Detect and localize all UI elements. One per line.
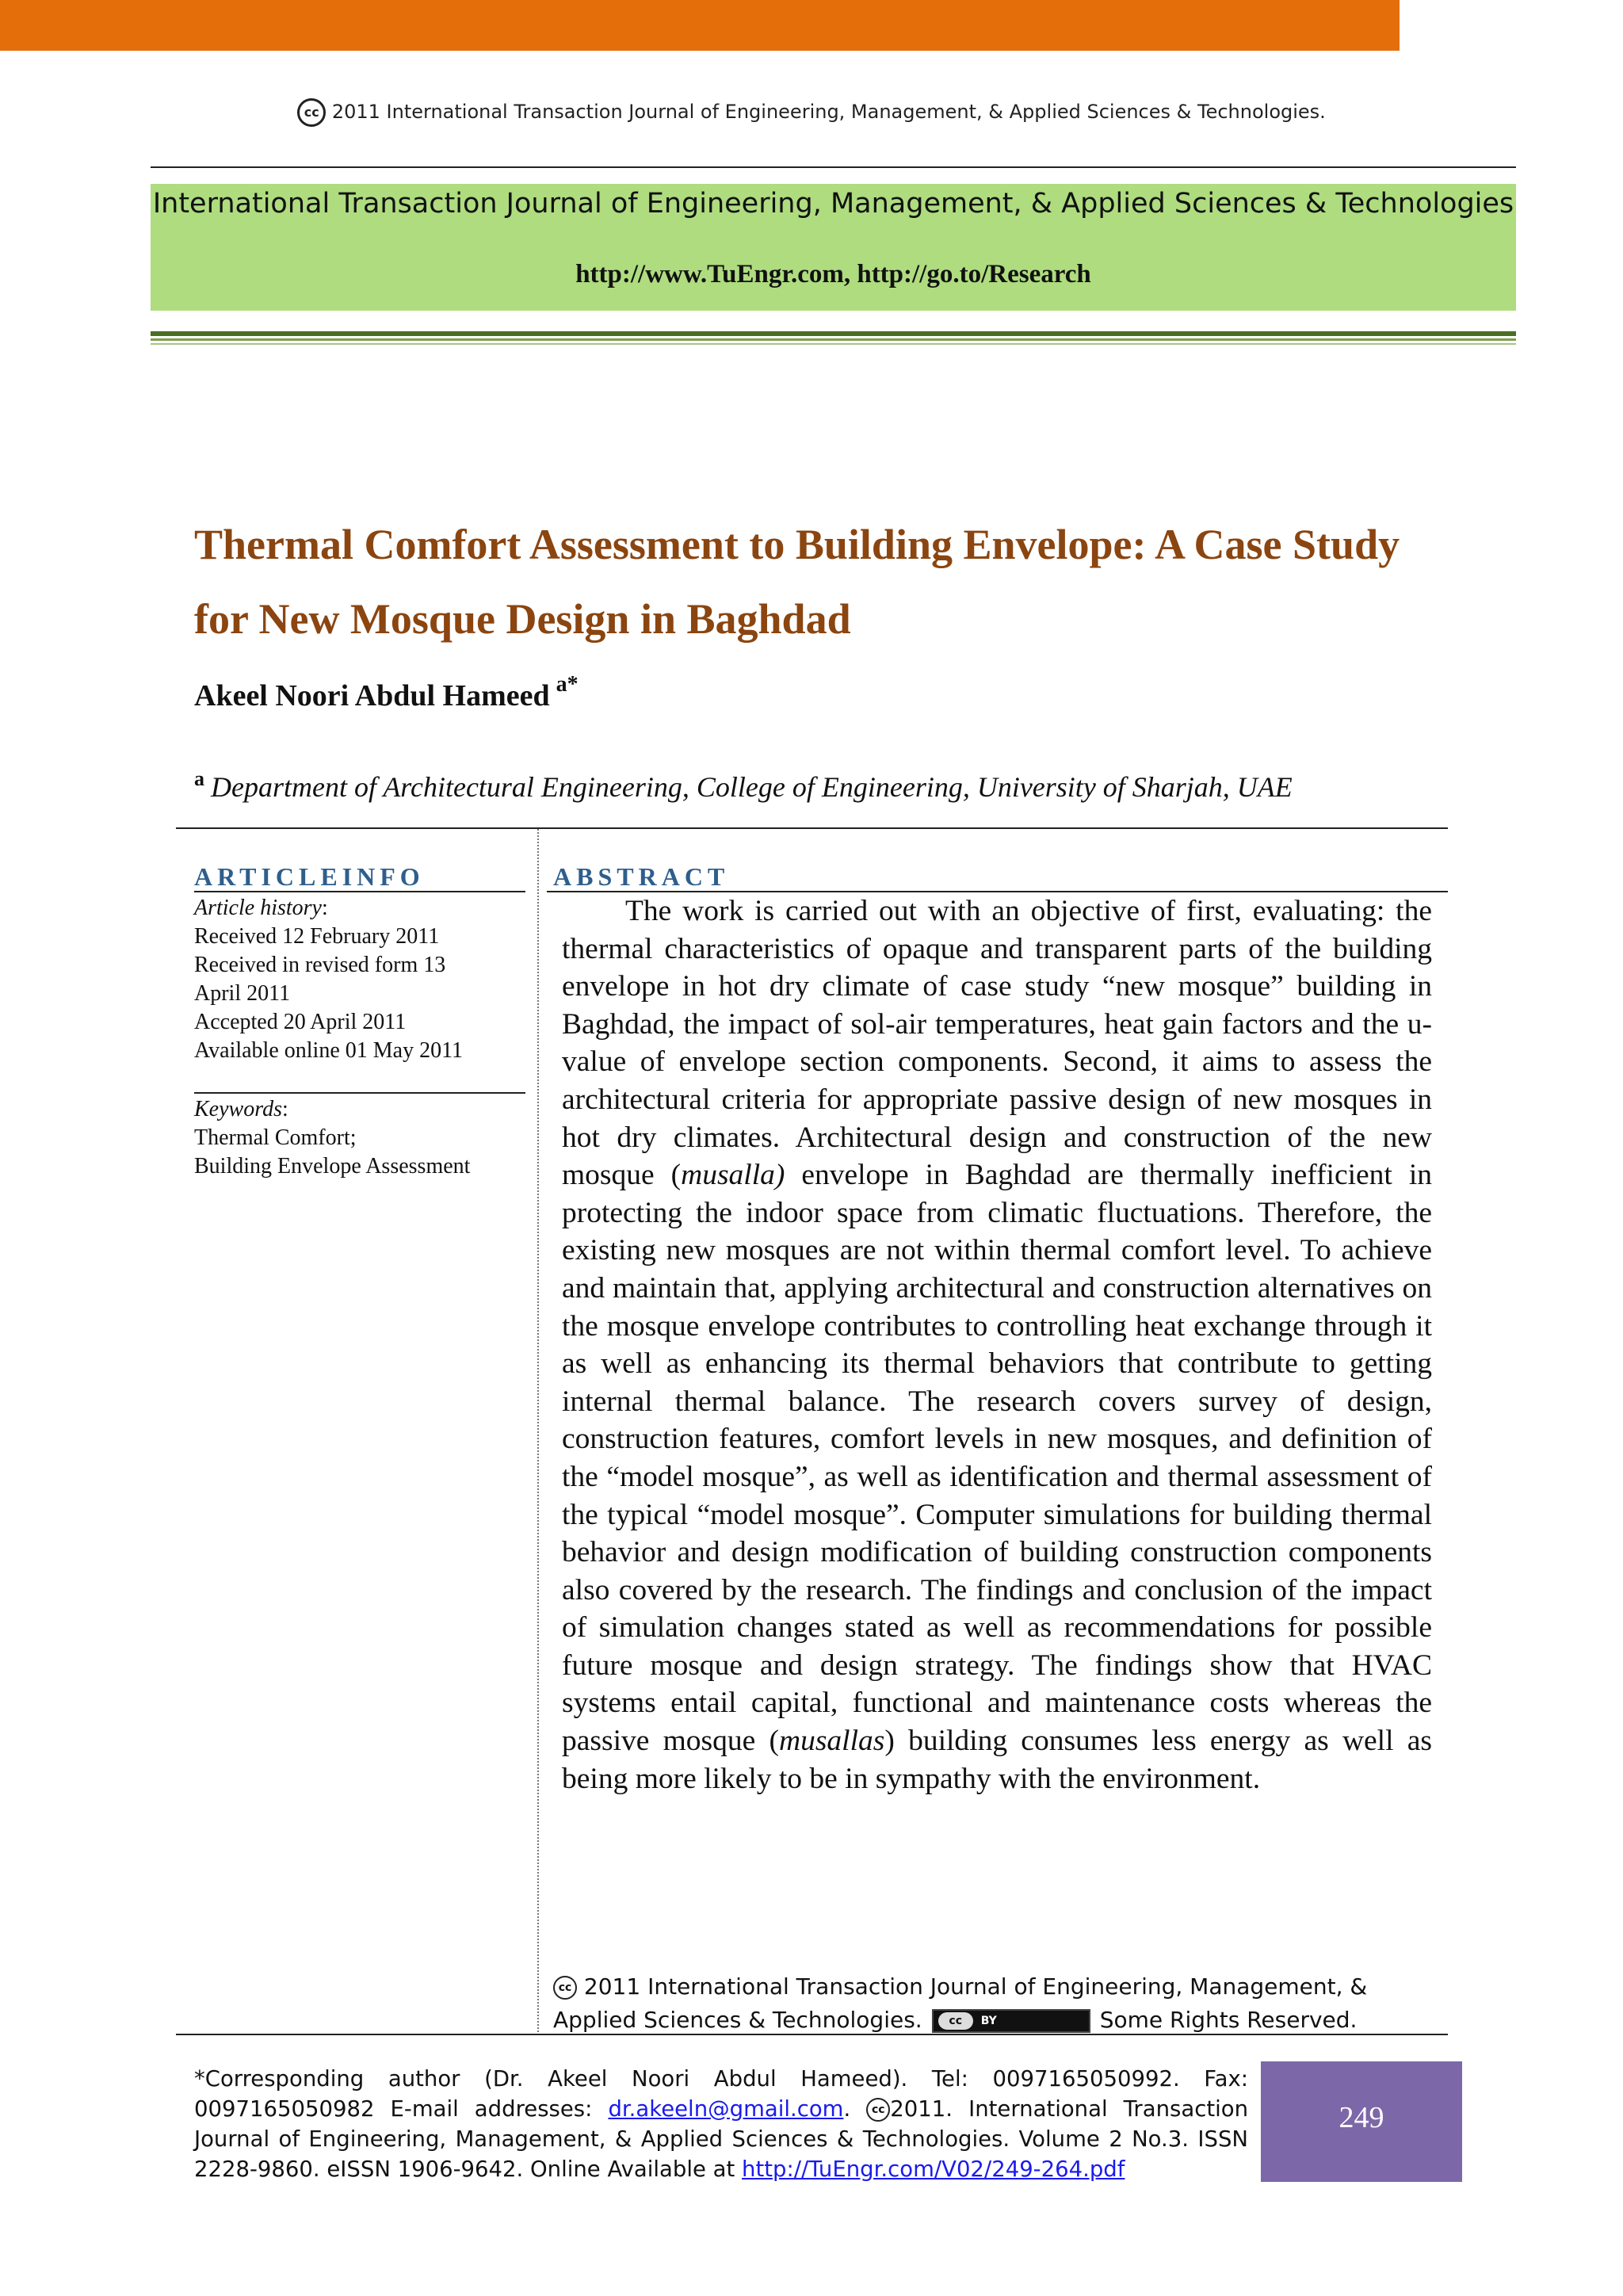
pdf-link[interactable]: http://TuEngr.com/V02/249-264.pdf — [742, 2157, 1125, 2182]
email-link[interactable]: dr.akeeln@gmail.com — [608, 2096, 844, 2122]
abstract-italic-musallas: musallas — [779, 1725, 885, 1758]
article-title-line1: Thermal Comfort Assessment to Building Envelope: A Case Study — [194, 521, 1400, 568]
top-color-bar — [0, 0, 1400, 51]
article-info-rule — [194, 891, 525, 892]
creative-commons-icon: cc — [297, 98, 326, 127]
cc-by-license-badge[interactable] — [932, 2009, 1090, 2033]
history-received: Received 12 February 2011 — [194, 924, 440, 949]
abstract-italic-musalla: musalla) — [681, 1159, 785, 1192]
history-label: Article history — [194, 896, 322, 920]
author — [194, 672, 579, 713]
banner-divider-thick — [151, 331, 1516, 336]
keywords: Keywords: Thermal Comfort; Building Envelope Assessment — [194, 1095, 527, 1181]
corr-sep: . — [843, 2096, 867, 2122]
page-number: 249 — [1338, 2101, 1384, 2134]
header-copyright — [0, 98, 1623, 127]
abstract-text-part2: envelope in Baghdad are thermally inefficient in protecting the indoor space from climatic fluctuations. Therefore, the existing new mosques are not within thermal comfort level. To achieve and maintain that, applying architectural and construction alternatives on the mosque envelope contributes to controlling heat exchange through it as well as enhancing its thermal behaviors that contribute to getting internal thermal balance. The research covers survey of design, construction features, comfort levels in new mosques, and definition of the “model mosque”, as well as identification and thermal assessment of the typical “model mosque”. Computer simulations for building thermal behavior and design modification of building construction components also covered by the research. The findings and conclusion of the impact of simulation changes stated as well as recommendations for possible future mosque and design strategy. The findings show that HVAC systems entail capital, functional and maintenance costs whereas the passive mosque ( — [562, 1159, 1432, 1758]
column-divider — [537, 829, 539, 2032]
cc-badge-by: BY — [980, 2015, 997, 2027]
history-online: Available online 01 May 2011 — [194, 1038, 464, 1063]
abstract-copyright — [553, 1970, 1472, 2037]
header-rule — [151, 166, 1516, 168]
history-revised-date: April 2011 — [194, 981, 291, 1006]
banner-divider-thin — [151, 343, 1516, 345]
corresponding-author-note — [194, 2064, 1248, 2184]
article-info-heading: ARTICLEINFO — [194, 862, 425, 891]
abstract-copyright-line1: 2011 International Transaction Journal of Engineering, Management, & — [583, 1973, 1368, 2000]
journal-urls[interactable]: http://www.TuEngr.com, http://go.to/Research — [575, 260, 1091, 288]
header-copyright-text: 2011 International Transaction Journal of Engineering, Management, & Applied Sciences & Technologies. — [331, 101, 1326, 123]
article-history: Article history: Received 12 February 2011 Received in revised form 13 April 2011 Accepted 20 April 2011 Available online 01 May 2011 — [194, 894, 527, 1065]
history-revised: Received in revised form 13 — [194, 953, 446, 977]
abstract-body — [562, 892, 1432, 1797]
footer-rule — [176, 2034, 1448, 2035]
keywords-rule — [194, 1092, 525, 1094]
corr-text: *Corresponding author (Dr. Akeel Noori Abdul Hameed). Tel: 0097165050992. Fax: 0097165050982 E-mail addresses: — [194, 2066, 1248, 2122]
abstract-heading: ABSTRACT — [553, 862, 730, 891]
abstract-text-part3: ) building consumes less energy as well as being more likely to be in sympathy with the environment. — [562, 1725, 1432, 1795]
affiliation — [194, 767, 1293, 804]
article-title-line2: for New Mosque Design in Baghdad — [194, 595, 851, 643]
creative-commons-icon: cc — [553, 1976, 577, 2000]
abstract-text-part1: The work is carried out with an objective of first, evaluating: the thermal characteristics of opaque and transparent parts of the building envelope in hot dry climate of case study “new mosque” building in Baghdad, the impact of sol-air temperatures, heat gain factors and the u-value of envelope section components. Second, it aims to assess the architectural criteria for appropriate passive design of new mosques in hot dry climates. Architectural design and construction of the new mosque ( — [562, 895, 1432, 1192]
rights-reserved: Some Rights Reserved. — [1099, 2007, 1358, 2033]
affiliation-marker: a — [194, 767, 204, 790]
history-accepted: Accepted 20 April 2011 — [194, 1010, 407, 1034]
journal-name: International Transaction Journal of Engineering, Management, & Applied Sciences & Technologies — [152, 188, 1514, 220]
keywords-label: Keywords — [194, 1097, 282, 1121]
section-rule — [176, 827, 1448, 829]
creative-commons-icon: cc — [866, 2098, 890, 2122]
article-title — [194, 507, 1462, 656]
abstract-copyright-line2: Applied Sciences & Technologies. — [553, 2007, 922, 2033]
author-name: Akeel Noori Abdul Hameed — [194, 679, 550, 712]
cc-badge-icon: cc — [938, 2012, 973, 2030]
author-superscript: a* — [556, 672, 579, 697]
keyword-item: Thermal Comfort; — [194, 1125, 357, 1150]
banner-divider-mid — [151, 338, 1516, 341]
affiliation-text: Department of Architectural Engineering, College of Engineering, University of Sharjah, UAE — [211, 771, 1293, 803]
footer-copyright: 2011. International Transaction Journal of Engineering, Management, & Applied Sciences & Technologies. Volume 2 No.3. ISSN 2228-9860. eISSN 1906-9642. Online Available at — [194, 2096, 1248, 2182]
keyword-item: Building Envelope Assessment — [194, 1154, 471, 1179]
